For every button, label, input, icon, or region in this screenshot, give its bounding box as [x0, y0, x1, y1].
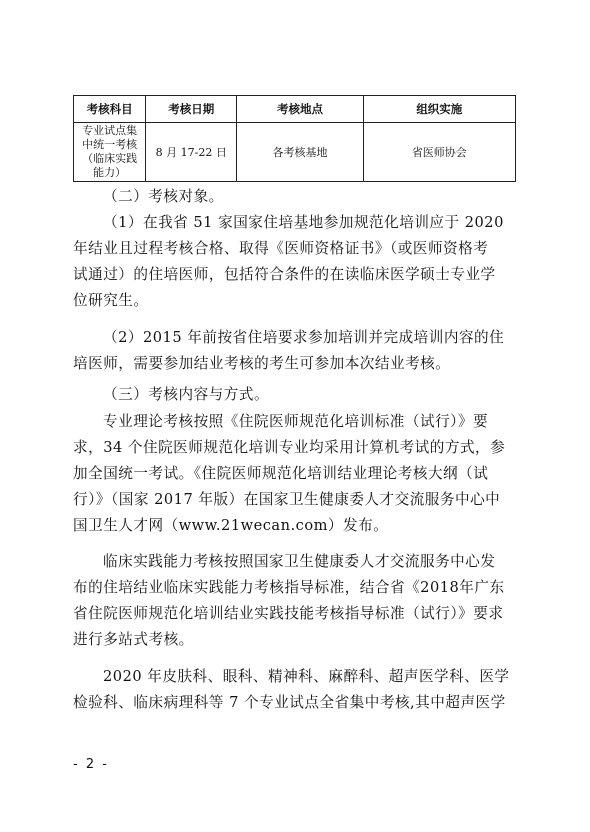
header-location: 考核地点: [237, 96, 363, 123]
table-row: [74, 123, 516, 182]
paragraph-line: 专业理论考核按照《住院医师规范化培训标准（试行）》要: [103, 413, 489, 430]
paragraph-line: 省住院医师规范化培训结业实践技能考核指导标准（试行）》要求: [73, 605, 504, 622]
paragraph-line: （1）在我省 51 家国家住培基地参加规范化培训应于 2020: [103, 214, 504, 231]
header-date: 考核日期: [146, 96, 237, 123]
table-header-row: [74, 96, 516, 123]
paragraph-line: 检验科、临床病理科等 7 个专业试点全省集中考核,其中超声医学: [73, 694, 506, 711]
cell-subject: [74, 123, 146, 182]
subject-line: 专业试点集: [82, 124, 138, 137]
paragraph-line: 培医师，需要参加结业考核的考生可参加本次结业考核。: [73, 355, 451, 372]
header-organizer: 组织实施: [363, 96, 515, 123]
header-subject: 考核科目: [74, 96, 146, 123]
section-heading-2: （二）考核对象。: [103, 188, 224, 205]
paragraph-line: 加全国统一考试。《住院医师规范化培训结业理论考核大纲（试: [73, 465, 489, 482]
paragraph-line: 临床实践能力考核按照国家卫生健康委人才交流服务中心发: [103, 553, 496, 570]
paragraph-line: （2）2015 年前按省住培要求参加培训并完成培训内容的住: [103, 329, 505, 346]
paragraph-line: 试通过）的住培医师，包括符合条件的在读临床医学硕士专业学: [73, 266, 496, 283]
paragraph-line: 行）》（国家 2017 年版）在国家卫生健康委人才交流服务中心中: [73, 491, 501, 508]
paragraph-line: 进行多站式考核。: [73, 631, 194, 648]
paragraph-line: 求，34 个住院医师规范化培训专业均采用计算机考试的方式，参: [73, 439, 506, 456]
paragraph-line: 2020 年皮肤科、眼科、精神科、麻醉科、超声医学科、医学: [103, 668, 510, 685]
paragraph-line: 布的住培结业临床实践能力考核指导标准，结合省《2018年广东: [73, 579, 505, 596]
page-number: - 2 -: [73, 757, 109, 772]
paragraph-line: 年结业且过程考核合格、取得《医师资格证书》（或医师资格考: [73, 240, 489, 257]
subject-line: 能力）: [93, 166, 127, 179]
cell-organizer: 省医师协会: [363, 123, 515, 182]
paragraph-line: 位研究生。: [73, 292, 149, 309]
subject-line: （临床实践: [82, 152, 138, 165]
cell-location: 各考核基地: [237, 123, 363, 182]
subject-line: 中统一考核: [82, 138, 138, 151]
section-heading-3: （三）考核内容与方式。: [103, 386, 270, 403]
cell-date: 8 月 17-22 日: [146, 123, 237, 182]
paragraph-line: 国卫生人才网（www.21wecan.com）发布。: [73, 517, 389, 534]
exam-schedule-table: [73, 95, 516, 182]
